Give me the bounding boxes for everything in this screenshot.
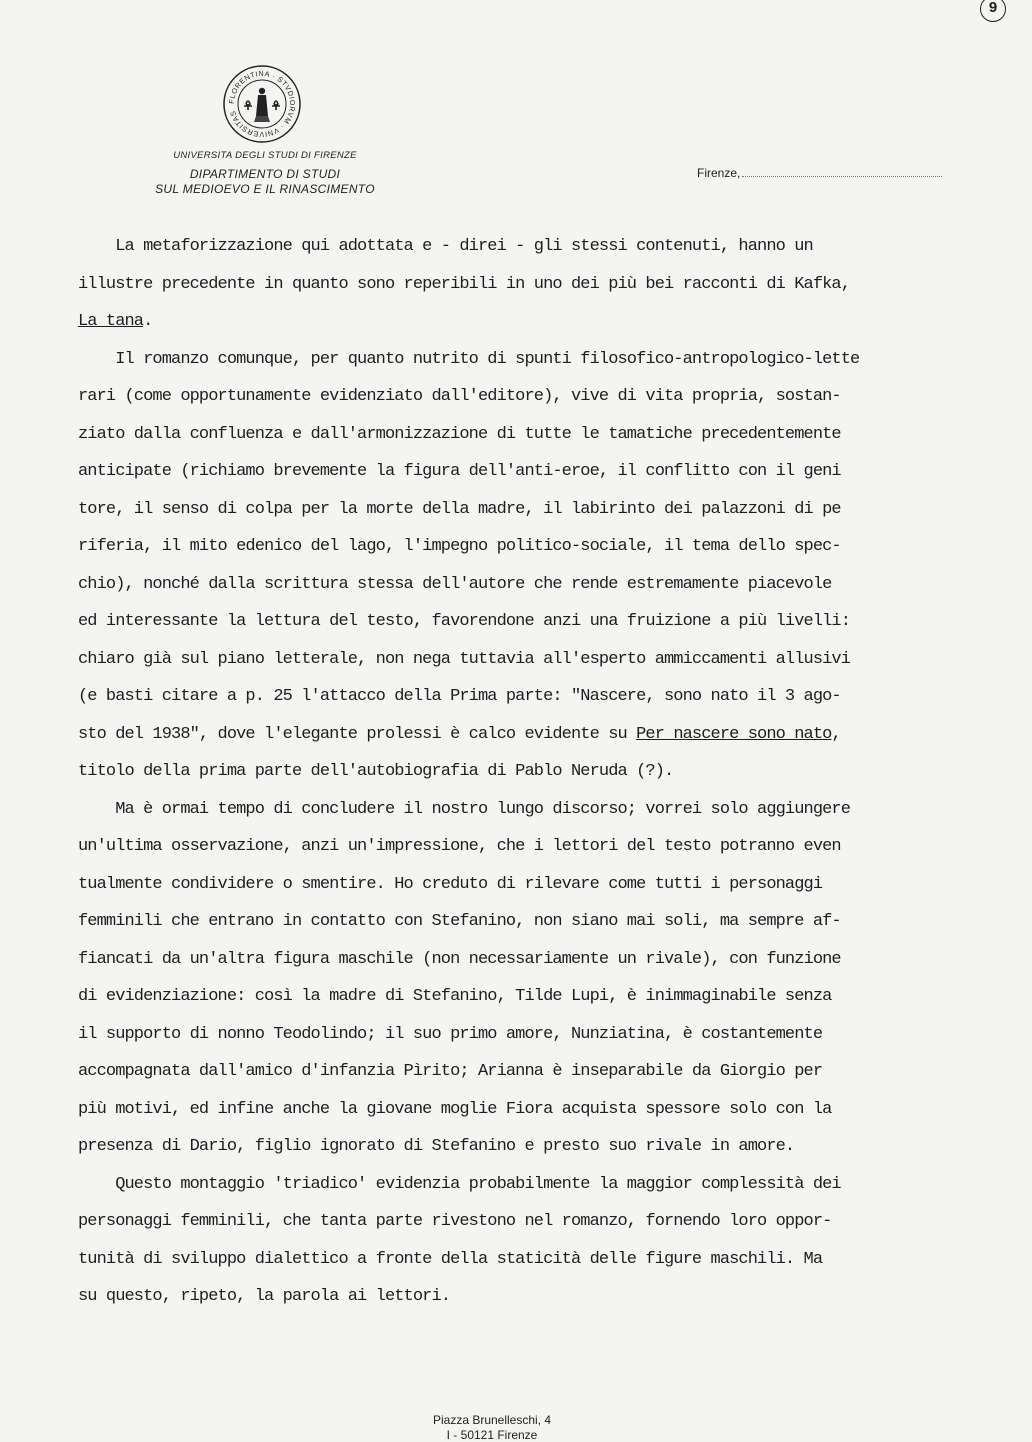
underlined-title: Per nascere sono nato bbox=[636, 724, 832, 744]
department-line-1: DIPARTIMENTO DI STUDI bbox=[189, 167, 341, 181]
body-line: illustre precedente in quanto sono reperibili in uno dei più bei racconti di Kafka, bbox=[78, 274, 851, 294]
place-label: Firenze, bbox=[697, 166, 741, 180]
body-line: tore, il senso di colpa per la morte della madre, il labirinto dei palazzoni di pe bbox=[78, 499, 841, 519]
body-line: chiaro già sul piano letterale, non nega tuttavia all'esperto ammiccamenti allusivi bbox=[78, 649, 851, 669]
svg-text:FLORENTINA · STVDIORVM · VNIVE: FLORENTINA · STVDIORVM · VNIVERSITAS bbox=[226, 68, 298, 140]
body-line: di evidenziazione: così la madre di Stefanino, Tilde Lupi, è inimmaginabile senza bbox=[78, 987, 832, 1006]
body-line: Ma è ormai tempo di concludere il nostro lungo discorso; vorrei solo aggiungere bbox=[78, 799, 851, 819]
body-line: accompagnata dall'amico d'infanzia Pìrito; Arianna è inseparabile da Giorgio per bbox=[78, 1062, 823, 1081]
body-line: più motivi, ed infine anche la giovane moglie Fiora acquista spessore solo con la bbox=[78, 1099, 832, 1119]
body-line: il supporto di nonno Teodolindo; il suo primo amore, Nunziatina, è costantemente bbox=[78, 1024, 823, 1044]
body-line: riferia, il mito edenico del lago, l'impegno politico-sociale, il tema dello spec- bbox=[78, 537, 841, 556]
body-line: fiancati da un'altra figura maschile (non necessariamente un rivale), con funzione bbox=[78, 949, 841, 969]
body-line: un'ultima osservazione, anzi un'impressione, che i lettori del testo potranno even bbox=[78, 837, 841, 856]
university-seal-logo bbox=[222, 64, 302, 144]
footer-address-street: Piazza Brunelleschi, 4 bbox=[432, 1413, 552, 1427]
university-name: UNIVERSITA DEGLI STUDI DI FIRENZE bbox=[173, 150, 357, 161]
body-line: La metaforizzazione qui adottata e - direi - gli stessi contenuti, hanno un bbox=[78, 237, 813, 256]
department-name bbox=[110, 167, 420, 197]
body-line: ed interessante la lettura del testo, favorendone anzi una fruizione a più livelli: bbox=[78, 612, 851, 631]
body-line: presenza di Dario, figlio ignorato di Stefanino e presto suo rivale in amore. bbox=[78, 1137, 795, 1156]
body-line: titolo della prima parte dell'autobiografia di Pablo Neruda (?). bbox=[78, 762, 674, 781]
footer-address-city: I - 50121 Firenze bbox=[446, 1428, 538, 1442]
body-line: personaggi femminili, che tanta parte rivestono nel romanzo, fornendo loro oppor- bbox=[78, 1212, 832, 1231]
body-line: su questo, ripeto, la parola ai lettori. bbox=[78, 1287, 451, 1306]
page-number: 9 bbox=[980, 0, 1006, 22]
body-line: tunità di sviluppo dialettico a fronte della staticità delle figure maschili. Ma bbox=[78, 1249, 823, 1269]
body-line: chio), nonché dalla scrittura stessa dell'autore che rende estremamente piacevole bbox=[78, 574, 832, 594]
body-line: sto del 1938", dove l'elegante prolessi è calco evidente su Per nascere sono nato, bbox=[78, 724, 841, 744]
body-line: Questo montaggio 'triadico' evidenzia probabilmente la maggior complessità dei bbox=[78, 1174, 841, 1194]
date-blank-line bbox=[742, 176, 942, 177]
body-line: femminili che entrano in contatto con Stefanino, non siano mai soli, ma sempre af- bbox=[78, 912, 841, 931]
body-line: rari (come opportunamente evidenziato dall'editore), vive di vita propria, sostan- bbox=[78, 387, 841, 406]
department-line-2: SUL MEDIOEVO E IL RINASCIMENTO bbox=[155, 182, 375, 196]
body-line: anticipate (richiamo brevemente la figura dell'anti-eroe, il conflitto con il geni bbox=[78, 462, 841, 481]
body-line: ziato dalla confluenza e dall'armonizzazione di tutte le tamatiche precedentemente bbox=[78, 424, 841, 444]
body-line: (e basti citare a p. 25 l'attacco della Prima parte: "Nascere, sono nato il 3 ago- bbox=[78, 687, 841, 706]
body-line: La tana. bbox=[78, 312, 153, 331]
letter-body bbox=[78, 228, 968, 1316]
underlined-title: La tana bbox=[78, 312, 144, 331]
place-date-line bbox=[697, 166, 942, 180]
body-line: Il romanzo comunque, per quanto nutrito di spunti filosofico-antropologico-lette bbox=[78, 349, 860, 369]
body-line: tualmente condividere o smentire. Ho creduto di rilevare come tutti i personaggi bbox=[78, 874, 823, 894]
